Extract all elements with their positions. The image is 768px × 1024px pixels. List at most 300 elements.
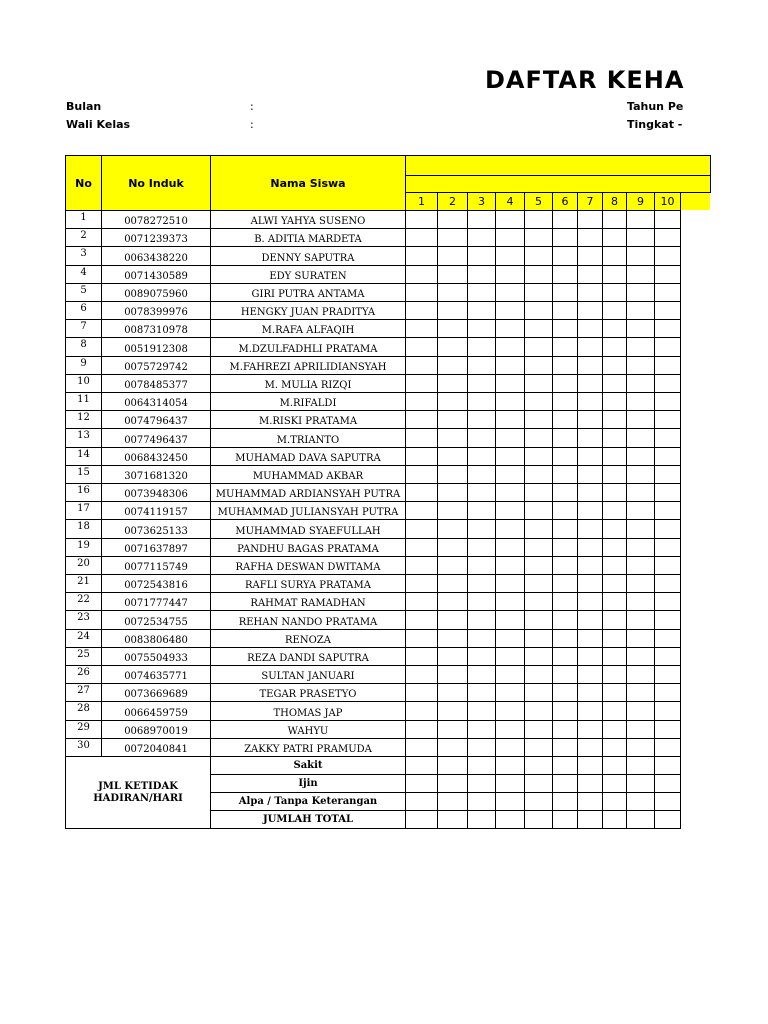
attendance-cell[interactable] [405,629,438,648]
attendance-cell[interactable] [495,665,525,684]
attendance-cell[interactable] [577,283,603,302]
summary-cell[interactable] [552,810,578,829]
attendance-cell[interactable] [524,556,553,575]
attendance-cell[interactable] [467,228,496,247]
attendance-cell[interactable] [467,410,496,429]
attendance-cell[interactable] [654,738,681,757]
attendance-cell[interactable] [437,738,468,757]
attendance-cell[interactable] [437,574,468,593]
attendance-cell[interactable] [602,428,627,448]
attendance-cell[interactable] [654,246,681,266]
attendance-cell[interactable] [405,301,438,320]
summary-cell[interactable] [467,774,496,793]
attendance-cell[interactable] [577,665,603,684]
attendance-cell[interactable] [654,647,681,666]
attendance-cell[interactable] [524,538,553,557]
attendance-cell[interactable] [626,301,655,320]
summary-cell[interactable] [524,774,553,793]
attendance-cell[interactable] [437,483,468,502]
attendance-cell[interactable] [626,465,655,484]
attendance-cell[interactable] [654,283,681,302]
attendance-cell[interactable] [602,592,627,611]
attendance-cell[interactable] [467,283,496,302]
attendance-cell[interactable] [524,738,553,757]
attendance-cell[interactable] [405,538,438,557]
attendance-cell[interactable] [626,228,655,247]
attendance-cell[interactable] [495,519,525,539]
attendance-cell[interactable] [524,283,553,302]
attendance-cell[interactable] [654,683,681,702]
attendance-cell[interactable] [602,337,627,357]
attendance-cell[interactable] [654,465,681,484]
attendance-cell[interactable] [552,319,578,338]
attendance-cell[interactable] [495,356,525,375]
attendance-cell[interactable] [602,374,627,393]
attendance-cell[interactable] [552,538,578,557]
attendance-cell[interactable] [467,738,496,757]
attendance-cell[interactable] [577,410,603,429]
attendance-cell[interactable] [626,556,655,575]
summary-cell[interactable] [626,810,655,829]
attendance-cell[interactable] [467,665,496,684]
summary-cell[interactable] [602,792,627,811]
attendance-cell[interactable] [626,283,655,302]
attendance-cell[interactable] [577,592,603,611]
attendance-cell[interactable] [552,592,578,611]
attendance-cell[interactable] [552,556,578,575]
attendance-cell[interactable] [552,738,578,757]
attendance-cell[interactable] [602,483,627,502]
attendance-cell[interactable] [552,701,578,721]
attendance-cell[interactable] [626,647,655,666]
attendance-cell[interactable] [654,210,681,229]
summary-cell[interactable] [654,774,681,793]
attendance-cell[interactable] [437,701,468,721]
attendance-cell[interactable] [654,392,681,411]
attendance-cell[interactable] [467,319,496,338]
summary-cell[interactable] [577,774,603,793]
attendance-cell[interactable] [626,592,655,611]
attendance-cell[interactable] [577,720,603,739]
attendance-cell[interactable] [654,592,681,611]
attendance-cell[interactable] [654,228,681,247]
attendance-cell[interactable] [495,447,525,466]
attendance-cell[interactable] [577,538,603,557]
attendance-cell[interactable] [437,392,468,411]
attendance-cell[interactable] [467,610,496,630]
attendance-cell[interactable] [552,629,578,648]
attendance-cell[interactable] [467,392,496,411]
attendance-cell[interactable] [437,210,468,229]
attendance-cell[interactable] [405,683,438,702]
attendance-cell[interactable] [495,629,525,648]
attendance-cell[interactable] [405,246,438,266]
attendance-cell[interactable] [602,683,627,702]
attendance-cell[interactable] [524,647,553,666]
attendance-cell[interactable] [495,246,525,266]
attendance-cell[interactable] [467,592,496,611]
attendance-cell[interactable] [577,701,603,721]
summary-cell[interactable] [626,792,655,811]
attendance-cell[interactable] [577,501,603,520]
attendance-cell[interactable] [524,337,553,357]
attendance-cell[interactable] [437,683,468,702]
attendance-cell[interactable] [626,210,655,229]
attendance-cell[interactable] [405,665,438,684]
attendance-cell[interactable] [654,720,681,739]
attendance-cell[interactable] [524,683,553,702]
attendance-cell[interactable] [602,629,627,648]
attendance-cell[interactable] [626,610,655,630]
attendance-cell[interactable] [626,410,655,429]
attendance-cell[interactable] [602,465,627,484]
summary-cell[interactable] [602,774,627,793]
attendance-cell[interactable] [626,519,655,539]
attendance-cell[interactable] [467,720,496,739]
attendance-cell[interactable] [467,629,496,648]
attendance-cell[interactable] [405,265,438,284]
attendance-cell[interactable] [405,592,438,611]
attendance-cell[interactable] [405,428,438,448]
attendance-cell[interactable] [467,647,496,666]
attendance-cell[interactable] [602,538,627,557]
summary-cell[interactable] [405,756,438,775]
attendance-cell[interactable] [405,574,438,593]
attendance-cell[interactable] [437,228,468,247]
attendance-cell[interactable] [437,519,468,539]
attendance-cell[interactable] [524,228,553,247]
attendance-cell[interactable] [654,410,681,429]
attendance-cell[interactable] [467,301,496,320]
attendance-cell[interactable] [654,483,681,502]
attendance-cell[interactable] [654,337,681,357]
attendance-cell[interactable] [405,519,438,539]
attendance-cell[interactable] [654,374,681,393]
attendance-cell[interactable] [654,665,681,684]
attendance-cell[interactable] [405,374,438,393]
attendance-cell[interactable] [437,647,468,666]
attendance-cell[interactable] [495,283,525,302]
attendance-cell[interactable] [495,592,525,611]
attendance-cell[interactable] [552,483,578,502]
attendance-cell[interactable] [602,701,627,721]
attendance-cell[interactable] [524,428,553,448]
attendance-cell[interactable] [524,392,553,411]
attendance-cell[interactable] [577,465,603,484]
attendance-cell[interactable] [467,683,496,702]
attendance-cell[interactable] [495,647,525,666]
attendance-cell[interactable] [467,519,496,539]
attendance-cell[interactable] [495,410,525,429]
attendance-cell[interactable] [577,428,603,448]
attendance-cell[interactable] [495,556,525,575]
attendance-cell[interactable] [602,665,627,684]
attendance-cell[interactable] [524,410,553,429]
attendance-cell[interactable] [577,228,603,247]
attendance-cell[interactable] [552,574,578,593]
attendance-cell[interactable] [405,392,438,411]
attendance-cell[interactable] [602,738,627,757]
attendance-cell[interactable] [495,574,525,593]
attendance-cell[interactable] [467,428,496,448]
attendance-cell[interactable] [552,337,578,357]
summary-cell[interactable] [524,792,553,811]
attendance-cell[interactable] [626,319,655,338]
attendance-cell[interactable] [524,629,553,648]
attendance-cell[interactable] [524,665,553,684]
attendance-cell[interactable] [626,337,655,357]
attendance-cell[interactable] [405,483,438,502]
attendance-cell[interactable] [524,483,553,502]
attendance-cell[interactable] [467,265,496,284]
attendance-cell[interactable] [654,556,681,575]
attendance-cell[interactable] [552,647,578,666]
attendance-cell[interactable] [467,447,496,466]
attendance-cell[interactable] [437,319,468,338]
attendance-cell[interactable] [602,410,627,429]
attendance-cell[interactable] [405,337,438,357]
attendance-cell[interactable] [552,301,578,320]
attendance-cell[interactable] [495,228,525,247]
attendance-cell[interactable] [602,647,627,666]
attendance-cell[interactable] [602,610,627,630]
attendance-cell[interactable] [654,519,681,539]
attendance-cell[interactable] [495,701,525,721]
attendance-cell[interactable] [602,447,627,466]
attendance-cell[interactable] [437,283,468,302]
attendance-cell[interactable] [552,228,578,247]
attendance-cell[interactable] [405,410,438,429]
attendance-cell[interactable] [577,246,603,266]
attendance-cell[interactable] [552,283,578,302]
attendance-cell[interactable] [495,720,525,739]
attendance-cell[interactable] [495,610,525,630]
summary-cell[interactable] [602,810,627,829]
attendance-cell[interactable] [577,683,603,702]
summary-cell[interactable] [552,792,578,811]
attendance-cell[interactable] [467,701,496,721]
attendance-cell[interactable] [626,701,655,721]
attendance-cell[interactable] [577,374,603,393]
attendance-cell[interactable] [495,538,525,557]
attendance-cell[interactable] [467,483,496,502]
attendance-cell[interactable] [577,629,603,648]
attendance-cell[interactable] [524,447,553,466]
attendance-cell[interactable] [626,574,655,593]
attendance-cell[interactable] [405,501,438,520]
attendance-cell[interactable] [467,246,496,266]
summary-cell[interactable] [552,756,578,775]
summary-cell[interactable] [552,774,578,793]
attendance-cell[interactable] [626,538,655,557]
attendance-cell[interactable] [405,701,438,721]
attendance-cell[interactable] [524,501,553,520]
attendance-cell[interactable] [654,447,681,466]
attendance-cell[interactable] [495,392,525,411]
attendance-cell[interactable] [654,610,681,630]
attendance-cell[interactable] [495,301,525,320]
summary-cell[interactable] [577,756,603,775]
attendance-cell[interactable] [602,720,627,739]
attendance-cell[interactable] [467,356,496,375]
attendance-cell[interactable] [654,538,681,557]
attendance-cell[interactable] [626,265,655,284]
summary-cell[interactable] [654,810,681,829]
attendance-cell[interactable] [437,501,468,520]
attendance-cell[interactable] [524,319,553,338]
attendance-cell[interactable] [495,738,525,757]
attendance-cell[interactable] [626,720,655,739]
attendance-cell[interactable] [577,647,603,666]
attendance-cell[interactable] [437,556,468,575]
attendance-cell[interactable] [602,501,627,520]
attendance-cell[interactable] [524,720,553,739]
attendance-cell[interactable] [495,210,525,229]
attendance-cell[interactable] [437,465,468,484]
summary-cell[interactable] [405,810,438,829]
attendance-cell[interactable] [437,538,468,557]
attendance-cell[interactable] [405,210,438,229]
attendance-cell[interactable] [552,428,578,448]
attendance-cell[interactable] [654,574,681,593]
attendance-cell[interactable] [552,410,578,429]
attendance-cell[interactable] [405,738,438,757]
attendance-cell[interactable] [495,465,525,484]
attendance-cell[interactable] [437,410,468,429]
attendance-cell[interactable] [552,665,578,684]
attendance-cell[interactable] [654,319,681,338]
attendance-cell[interactable] [552,519,578,539]
attendance-cell[interactable] [552,392,578,411]
attendance-cell[interactable] [602,246,627,266]
attendance-cell[interactable] [405,465,438,484]
summary-cell[interactable] [437,792,468,811]
attendance-cell[interactable] [437,374,468,393]
attendance-cell[interactable] [524,265,553,284]
attendance-cell[interactable] [626,501,655,520]
attendance-cell[interactable] [577,337,603,357]
attendance-cell[interactable] [437,720,468,739]
attendance-cell[interactable] [405,720,438,739]
attendance-cell[interactable] [405,447,438,466]
attendance-cell[interactable] [602,228,627,247]
attendance-cell[interactable] [524,701,553,721]
summary-cell[interactable] [467,792,496,811]
attendance-cell[interactable] [654,428,681,448]
attendance-cell[interactable] [552,210,578,229]
attendance-cell[interactable] [405,356,438,375]
attendance-cell[interactable] [467,465,496,484]
summary-cell[interactable] [437,774,468,793]
attendance-cell[interactable] [467,501,496,520]
attendance-cell[interactable] [437,246,468,266]
attendance-cell[interactable] [626,738,655,757]
attendance-cell[interactable] [495,265,525,284]
attendance-cell[interactable] [654,701,681,721]
attendance-cell[interactable] [577,519,603,539]
attendance-cell[interactable] [524,465,553,484]
attendance-cell[interactable] [437,665,468,684]
summary-cell[interactable] [602,756,627,775]
attendance-cell[interactable] [577,610,603,630]
summary-cell[interactable] [524,810,553,829]
attendance-cell[interactable] [602,519,627,539]
attendance-cell[interactable] [524,519,553,539]
attendance-cell[interactable] [654,265,681,284]
attendance-cell[interactable] [467,538,496,557]
attendance-cell[interactable] [495,683,525,702]
attendance-cell[interactable] [437,592,468,611]
attendance-cell[interactable] [654,301,681,320]
attendance-cell[interactable] [602,319,627,338]
summary-cell[interactable] [405,792,438,811]
attendance-cell[interactable] [437,610,468,630]
attendance-cell[interactable] [577,356,603,375]
attendance-cell[interactable] [405,556,438,575]
attendance-cell[interactable] [552,465,578,484]
attendance-cell[interactable] [577,319,603,338]
attendance-cell[interactable] [552,265,578,284]
attendance-cell[interactable] [524,210,553,229]
summary-cell[interactable] [405,774,438,793]
attendance-cell[interactable] [626,428,655,448]
attendance-cell[interactable] [552,356,578,375]
attendance-cell[interactable] [524,374,553,393]
attendance-cell[interactable] [626,629,655,648]
attendance-cell[interactable] [437,629,468,648]
attendance-cell[interactable] [495,337,525,357]
attendance-cell[interactable] [626,356,655,375]
summary-cell[interactable] [495,756,525,775]
attendance-cell[interactable] [626,683,655,702]
attendance-cell[interactable] [577,301,603,320]
attendance-cell[interactable] [602,574,627,593]
attendance-cell[interactable] [626,392,655,411]
attendance-cell[interactable] [437,337,468,357]
summary-cell[interactable] [495,774,525,793]
attendance-cell[interactable] [552,447,578,466]
attendance-cell[interactable] [437,265,468,284]
attendance-cell[interactable] [405,647,438,666]
attendance-cell[interactable] [467,337,496,357]
attendance-cell[interactable] [437,447,468,466]
summary-cell[interactable] [654,792,681,811]
attendance-cell[interactable] [552,374,578,393]
attendance-cell[interactable] [405,319,438,338]
attendance-cell[interactable] [467,556,496,575]
attendance-cell[interactable] [437,356,468,375]
attendance-cell[interactable] [626,483,655,502]
attendance-cell[interactable] [577,556,603,575]
attendance-cell[interactable] [602,210,627,229]
attendance-cell[interactable] [437,301,468,320]
summary-cell[interactable] [626,756,655,775]
summary-cell[interactable] [577,792,603,811]
attendance-cell[interactable] [577,483,603,502]
attendance-cell[interactable] [524,356,553,375]
attendance-cell[interactable] [495,501,525,520]
attendance-cell[interactable] [552,720,578,739]
attendance-cell[interactable] [577,738,603,757]
attendance-cell[interactable] [467,210,496,229]
attendance-cell[interactable] [524,592,553,611]
attendance-cell[interactable] [577,447,603,466]
attendance-cell[interactable] [626,246,655,266]
attendance-cell[interactable] [467,374,496,393]
attendance-cell[interactable] [654,501,681,520]
attendance-cell[interactable] [626,447,655,466]
summary-cell[interactable] [654,756,681,775]
